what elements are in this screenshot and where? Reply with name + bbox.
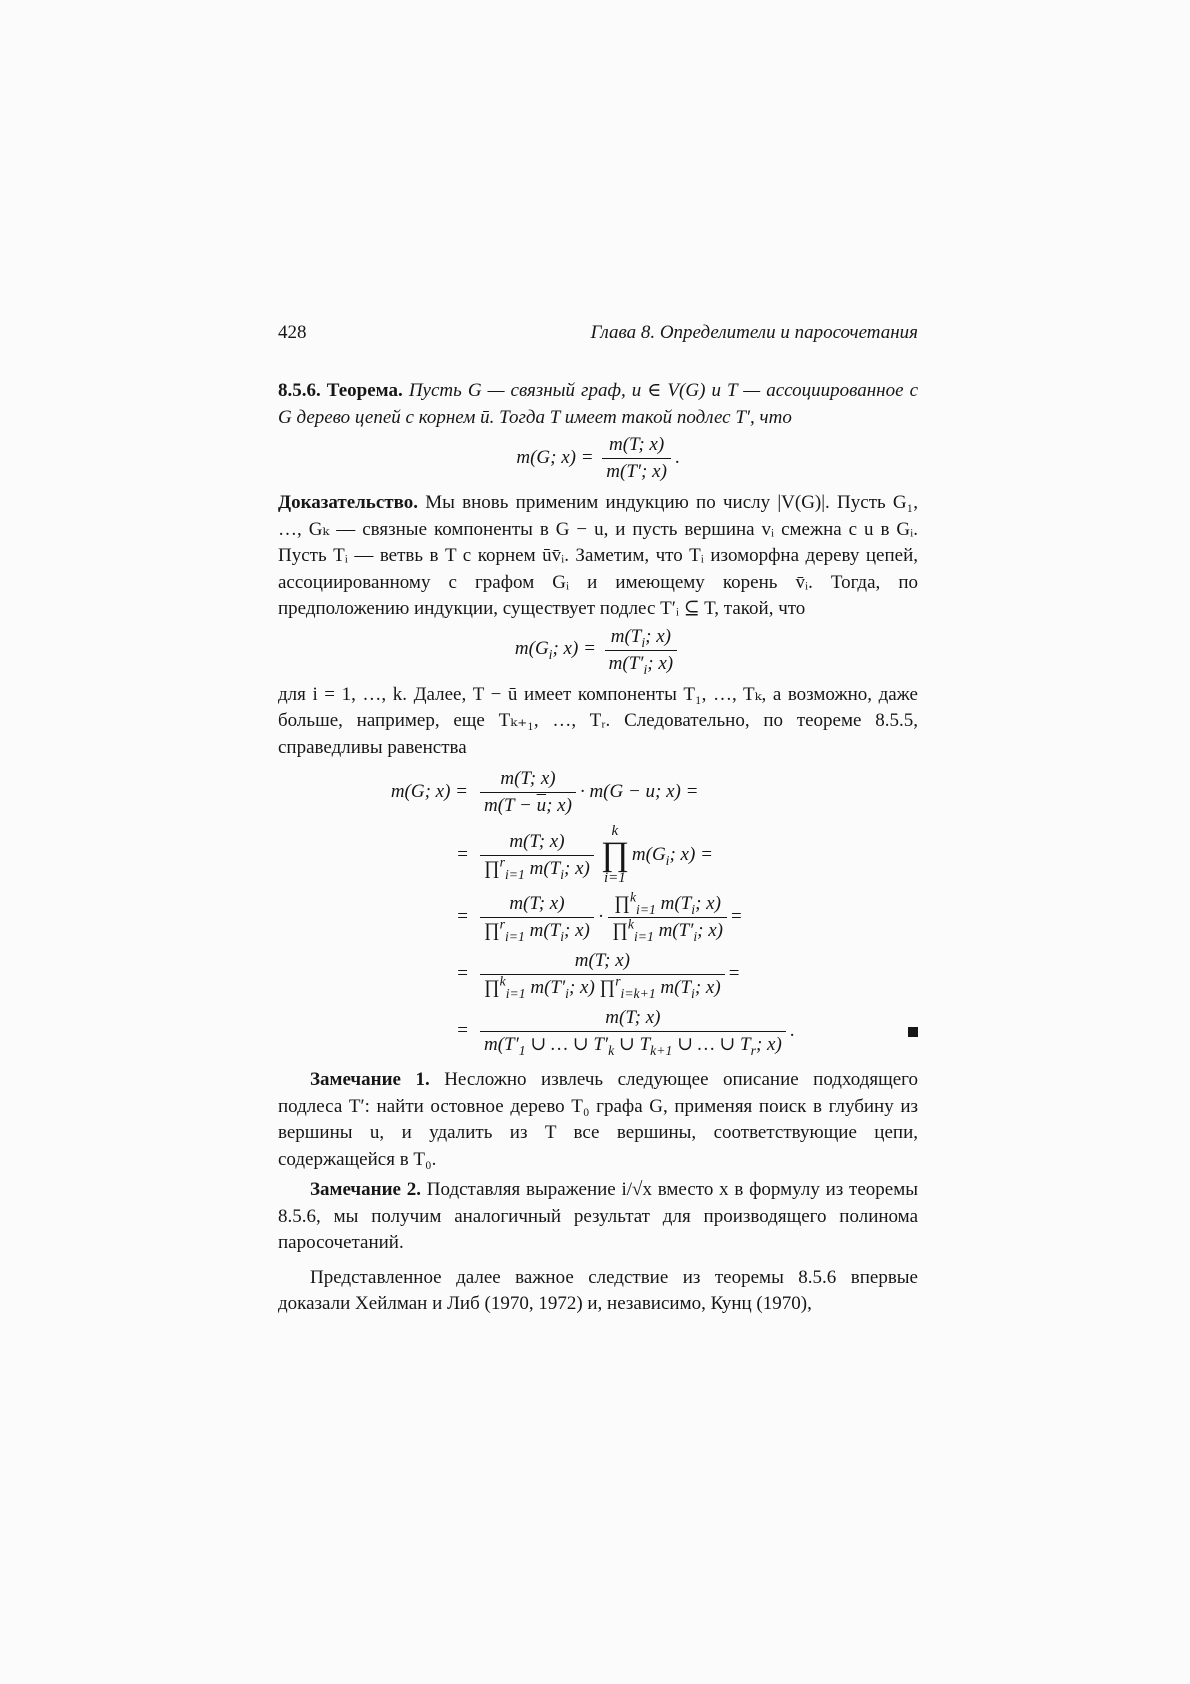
page-body bbox=[278, 378, 918, 1318]
remark-2 bbox=[278, 1177, 918, 1257]
proof-text-2: для i = 1, …, k. Далее, T − ū имеет компоненты T₁, …, Tₖ, а возможно, даже больше, например, еще Tₖ₊₁, …, Tᵣ. Следовательно, по теореме 8.5.5, справедливы равенства bbox=[278, 683, 918, 758]
theorem-label: 8.5.6. Теорема. bbox=[278, 380, 403, 401]
remark-1-text: Несложно извлечь следующее описание подходящего подлеса T′: найти остовное дерево T₀ графа G, применяя поиск в глубину из вершины u, и удалить из T все вершины, соответствующие цепи, содержащейся в T₀. bbox=[278, 1069, 918, 1170]
remark-2-label: Замечание 2. bbox=[310, 1179, 421, 1200]
remark-1-label: Замечание 1. bbox=[310, 1069, 430, 1090]
page-header bbox=[278, 322, 918, 352]
proof-paragraph bbox=[278, 490, 918, 623]
remark-2-text: Подставляя выражение i/√x вместо x в формулу из теоремы 8.5.6, мы получим аналогичный результат для производящего полинома паросочетаний. bbox=[278, 1179, 918, 1253]
proof-text-1: Мы вновь применим индукцию по числу |V(G)|. Пусть G₁, …, Gₖ — связные компоненты в G − u, и пусть вершина vᵢ смежна с u в Gᵢ. Пусть Tᵢ — ветвь в T с корнем ūv̄ᵢ. Заметим, что Tᵢ изоморфна дереву цепей, ассоциированному с графом Gᵢ и имеющему корень v̄ᵢ. Тогда, по предположению индукции, существует подлес T′ᵢ ⊆ T, такой, что bbox=[278, 492, 918, 619]
equation-line-2: = $\frac{m(T; x)}{\prod^r_{i=1} m(T_i; x)}$ k ∏ i=1 $m(G_i$; x) = bbox=[457, 823, 713, 886]
theorem-text: Пусть G — связный граф, u ∈ V(G) и T — ассоциированное с G дерево цепей с корнем ū. Тогда T имеет такой подлес T′, что bbox=[278, 380, 918, 428]
equation-line-3: = $\frac{m(T; x)}{\prod^r_{i=1} m(T_i; x)}$ · $\frac{\prod^k_{i=1} m(T_i; x)}{\prod^k_{i=1} m(T'_i; x)}$ = bbox=[457, 889, 742, 944]
qed-symbol bbox=[908, 1027, 918, 1037]
theorem-formula: m(G; x) = $\frac{m(T; x)}{m(T'; x)}$ . bbox=[516, 434, 680, 482]
equation-chain bbox=[278, 767, 918, 1057]
remark-1 bbox=[278, 1067, 918, 1173]
equation-line-4: = $\frac{m(T; x)}{\prod^k_{i=1} m(T'_i; x) \prod^r_{i=k+1} m(T_i; x)}$ = bbox=[457, 950, 740, 1001]
proof-label: Доказательство. bbox=[278, 492, 418, 513]
equation-line-5: = $\frac{m(T; x)}{m(T'_1 \cup \dots \cup T'_k \cup T_{k+1} \cup \dots \cup T_r; x)}$ . bbox=[278, 1006, 918, 1057]
induction-formula: $m(G_i$; x) = $\frac{m(T_i; x)}{m(T'_i; x)}$ bbox=[278, 625, 918, 676]
running-title: Глава 8. Определители и паросочетания bbox=[590, 322, 918, 343]
theorem-paragraph bbox=[278, 378, 918, 431]
closing-paragraph: Представленное далее важное следствие из теоремы 8.5.6 впервые доказали Хейлман и Либ (1970, 1972) и, независимо, Кунц (1970), bbox=[278, 1266, 918, 1314]
page-number: 428 bbox=[278, 322, 307, 343]
equation-line-1: m(G; x) = $\frac{m(T; x)}{m(T - \overline{u}; x)}$ · m(G − u; x) = bbox=[390, 768, 699, 816]
